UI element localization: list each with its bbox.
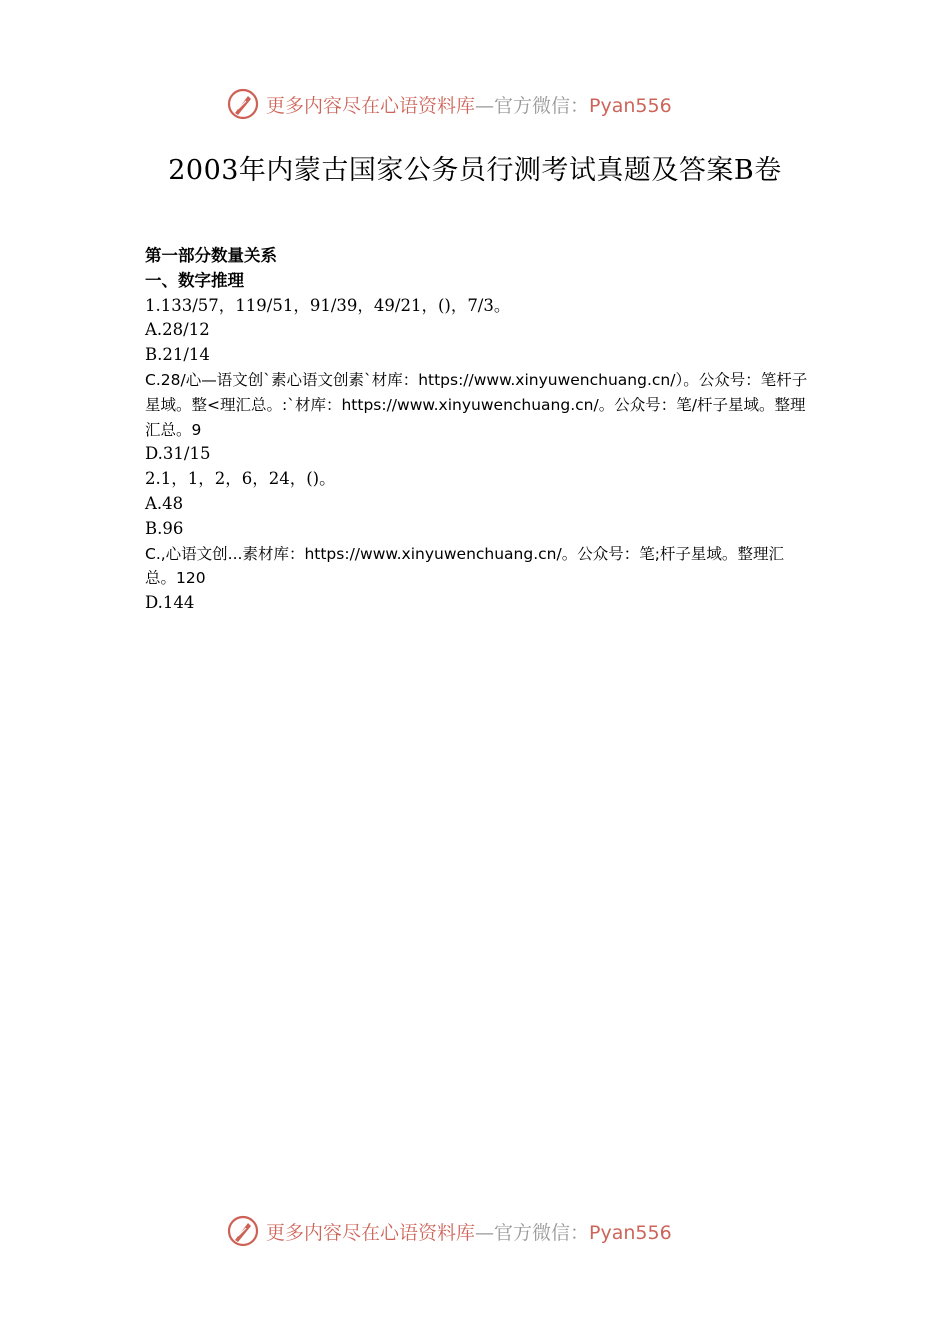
banner-grey-text: —官方微信：: [475, 1221, 590, 1244]
question-2-option-b: B.96: [145, 518, 184, 538]
question-1-stem: 1.133/57，119/51，91/39，49/21，()，7/3。: [145, 295, 511, 315]
document-body: [145, 244, 810, 616]
quill-pen-logo-icon: [226, 1214, 260, 1248]
header-watermark-banner: [226, 84, 726, 124]
banner-red-text: 更多内容尽在心语资料库: [266, 1221, 476, 1244]
question-1-option-d: D.31/15: [145, 444, 211, 464]
question-2-option-a: A.48: [145, 493, 184, 513]
banner-red-text: 更多内容尽在心语资料库: [266, 94, 476, 117]
subsection-heading: 一、数字推理: [145, 270, 244, 290]
quill-pen-logo-icon: [226, 87, 260, 121]
question-2-option-c: C.,心语文创...素材库：https://www.xinyuwenchuang.cn/。公众号：笔;杆子星域。整理汇总。120: [145, 544, 784, 588]
section-heading: 第一部分数量关系: [145, 246, 277, 265]
page-title: 2003年内蒙古国家公务员行测考试真题及答案B卷: [168, 155, 782, 186]
question-1-option-b: B.21/14: [145, 345, 210, 365]
question-2-stem: 2.1，1，2，6，24，()。: [145, 469, 336, 489]
footer-watermark-banner: [226, 1211, 726, 1251]
banner-grey-text: —官方微信：: [475, 94, 590, 117]
banner-id-text: Pyan556: [589, 94, 672, 117]
question-2-option-d: D.144: [145, 593, 195, 613]
question-1-option-c: C.28/心—语文创`素心语文创素`材库：https://www.xinyuwenchuang.cn/）。公众号：笔杆子星域。整<理汇总。:`材库：https://www.xinyuwenchuang.cn/。公众号：笔/杆子星域。整理汇总。9: [145, 370, 808, 439]
banner-id-text: Pyan556: [589, 1221, 672, 1244]
question-1-option-a: A.28/12: [145, 320, 210, 340]
banner-text: [266, 1218, 672, 1245]
banner-text: [266, 91, 672, 118]
